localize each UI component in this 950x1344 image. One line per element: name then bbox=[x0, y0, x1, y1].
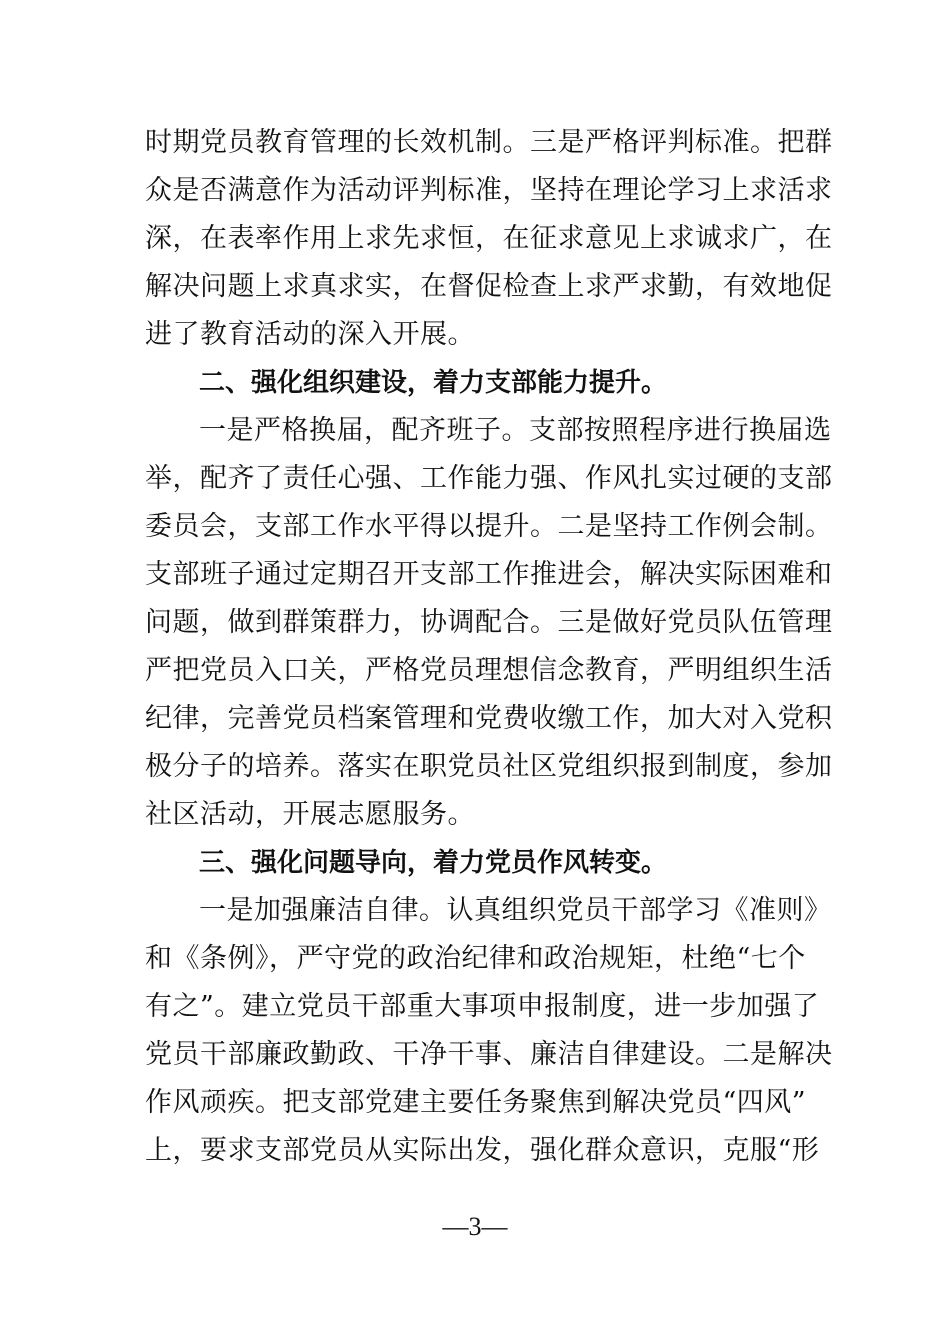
paragraph-line: 举，配齐了责任心强、工作能力强、作风扎实过硬的支部 bbox=[145, 463, 833, 494]
paragraph-line: 深，在表率作用上求先求恒，在征求意见上求诚求广，在 bbox=[145, 223, 833, 254]
section-heading-3: 三、强化问题导向，着力党员作风转变。 bbox=[199, 848, 668, 878]
paragraph-line: 作风顽疾。把支部党建主要任务聚焦到解决党员“四风” bbox=[145, 1087, 807, 1118]
paragraph-line: 社区活动，开展志愿服务。 bbox=[145, 799, 475, 830]
paragraph-line: 和《条例》，严守党的政治纪律和政治规矩，杜绝“七个 bbox=[145, 943, 806, 974]
paragraph-line: 委员会，支部工作水平得以提升。二是坚持工作例会制。 bbox=[145, 511, 833, 542]
paragraph-line: 进了教育活动的深入开展。 bbox=[145, 319, 475, 350]
paragraph-line: 时期党员教育管理的长效机制。三是严格评判标准。把群 bbox=[145, 127, 833, 158]
paragraph-line: 解决问题上求真求实，在督促检查上求严求勤，有效地促 bbox=[145, 271, 833, 302]
section-heading-2: 二、强化组织建设，着力支部能力提升。 bbox=[199, 368, 668, 398]
paragraph-line: 有之”。建立党员干部重大事项申报制度，进一步加强了 bbox=[145, 991, 820, 1022]
paragraph-line: 支部班子通过定期召开支部工作推进会，解决实际困难和 bbox=[145, 559, 833, 590]
page-number: —3— bbox=[442, 1212, 508, 1241]
paragraph-line: 问题，做到群策群力，协调配合。三是做好党员队伍管理 bbox=[145, 607, 833, 638]
paragraph-line: 纪律，完善党员档案管理和党费收缴工作，加大对入党积 bbox=[145, 703, 833, 734]
paragraph-line: 党员干部廉政勤政、干净干事、廉洁自律建设。二是解决 bbox=[145, 1039, 833, 1070]
paragraph-line: 一是严格换届，配齐班子。支部按照程序进行换届选 bbox=[199, 415, 832, 446]
paragraph-line: 众是否满意作为活动评判标准，坚持在理论学习上求活求 bbox=[145, 175, 833, 206]
paragraph-line: 极分子的培养。落实在职党员社区党组织报到制度，参加 bbox=[145, 751, 833, 782]
paragraph-line: 一是加强廉洁自律。认真组织党员干部学习《准则》 bbox=[199, 895, 832, 926]
paragraph-line: 严把党员入口关，严格党员理想信念教育，严明组织生活 bbox=[145, 655, 833, 686]
paragraph-line: 上，要求支部党员从实际出发，强化群众意识，克服“形 bbox=[145, 1135, 820, 1166]
